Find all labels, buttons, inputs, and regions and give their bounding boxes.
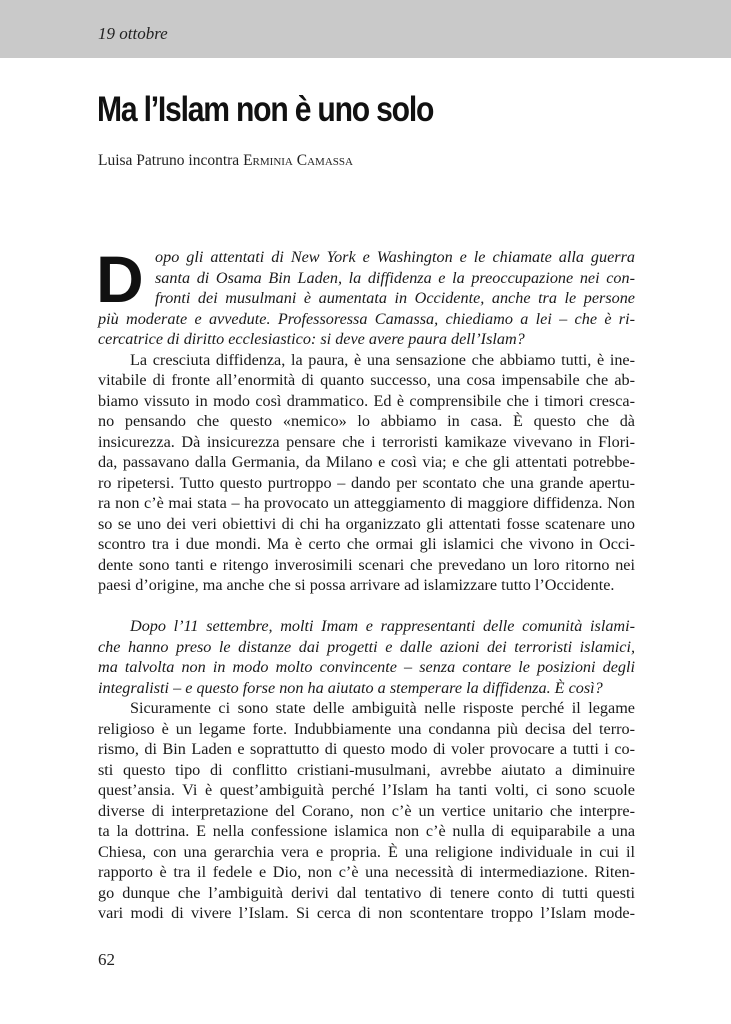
- running-header: [0, 0, 731, 58]
- text-line: opo gli attentati di New York e Washington e le chiamate alla guerra: [155, 248, 635, 266]
- byline-prefix: Luisa Patruno incontra: [98, 152, 244, 169]
- text-line: cercatrice di diritto ecclesiastico: si deve avere paura dell’Islam?: [98, 330, 525, 348]
- question-1: [96, 242, 635, 350]
- text-line: insicurezza. Dà insicurezza pensare che i terroristi kamikaze vivevano in Flori-: [98, 432, 635, 451]
- text-line: vitabile di fronte all’enormità di quanto successo, una cosa impensabile che ab-: [98, 371, 635, 389]
- text-line: vari modi di vivere l’Islam. Si cerca di non scontentare troppo l’Islam mode-: [98, 904, 635, 922]
- byline-name: Erminia Camassa: [243, 152, 353, 169]
- paragraph-gap: [98, 596, 635, 617]
- text-line: scontro tra i due mondi. Ma è certo che ormai gli islamici che vivono in Occi-: [98, 535, 635, 553]
- text-line: integralisti – e questo forse non ha aiutato a stemperare la diffidenza. È così?: [98, 678, 603, 697]
- text-line: da, passavano dalla Germania, da Milano e così via; e che gli attentati potrebbe-: [98, 453, 635, 471]
- text-line: Dopo l’11 settembre, molti Imam e rappresentanti delle comunità islami-: [130, 617, 635, 635]
- text-line: diverse di interpretazione del Corano, non c’è un vertice unitario che interpre-: [98, 801, 635, 820]
- text-line: go dunque che l’ambiguità derivi dal tentativo di tenere conto di tutti questi: [98, 883, 635, 902]
- header-date: 19 ottobre: [98, 24, 168, 43]
- answer-1: [98, 350, 635, 596]
- text-line: no pensando che questo «nemico» lo abbiamo in casa. È questo che dà: [98, 412, 635, 430]
- text-line: più moderate e avvedute. Professoressa Camassa, chiediamo a lei – che è ri-: [98, 309, 635, 328]
- text-line: fronti dei musulmani è aumentata in Occidente, anche tra le persone: [155, 289, 635, 307]
- text-line: religioso è un legame forte. Indubbiamente una condanna più decisa del terro-: [98, 719, 635, 738]
- text-line: che hanno preso le distanze dai progetti e dalle azioni dei terroristi islamici,: [98, 637, 635, 656]
- text-line: ra non c’è mai stata – ha provocato un atteggiamento di maggiore diffidenza. Non: [98, 494, 635, 512]
- text-line: quest’ansia. Vi è quest’ambiguità perché l’Islam ha tanti volti, ci sono scuole: [98, 781, 635, 799]
- text-line: Chiesa, con una gerarchia vera e propria. È una religione individuale in cui il: [98, 842, 635, 861]
- text-line: ro ripetersi. Tutto questo purtroppo – dando per scontato che una grande apertu-: [98, 473, 635, 492]
- text-line: sti questo tipo di conflitto cristiani-musulmani, avrebbe aiutato a diminuire: [98, 760, 635, 779]
- byline: [98, 152, 353, 170]
- text-line: biamo vissuto in modo così drammatico. Ed è comprensibile che i timori cresca-: [98, 391, 635, 410]
- text-line: ta la dottrina. E nella confessione islamica non c’è nulla di equiparabile a una: [98, 822, 635, 840]
- text-line: La cresciuta diffidenza, la paura, è una sensazione che abbiamo tutti, è ine-: [130, 350, 635, 369]
- article-title: Ma l’Islam non è uno solo: [97, 90, 434, 129]
- text-line: santa di Osama Bin Laden, la diffidenza e la preoccupazione nei con-: [155, 268, 635, 287]
- text-line: so se uno dei veri obiettivi di chi ha organizzato gli attentati fosse scatenare uno: [98, 514, 635, 533]
- drop-cap: D: [96, 242, 144, 316]
- text-line: ma talvolta non in modo molto convincente – senza contare le posizioni degli: [98, 658, 635, 676]
- text-line: rapporto è tra il fedele e Dio, non c’è una necessità di intermediazione. Riten-: [98, 863, 635, 881]
- text-line: Sicuramente ci sono state delle ambiguità nelle risposte perché il legame: [130, 699, 635, 717]
- answer-2: [98, 698, 635, 924]
- text-line: dente sono tanti e ritengo inverosimili scenari che prevedano un loro ritorno nei: [98, 555, 635, 574]
- text-line: rismo, di Bin Laden e soprattutto di questo modo di voler provocare a tutti i co-: [98, 740, 635, 758]
- text-line: paesi d’origine, ma anche che si possa arrivare ad islamizzare tutto l’Occidente.: [98, 576, 615, 594]
- page-number: 62: [98, 950, 115, 969]
- question-2: [98, 616, 635, 698]
- article-body: [96, 242, 635, 924]
